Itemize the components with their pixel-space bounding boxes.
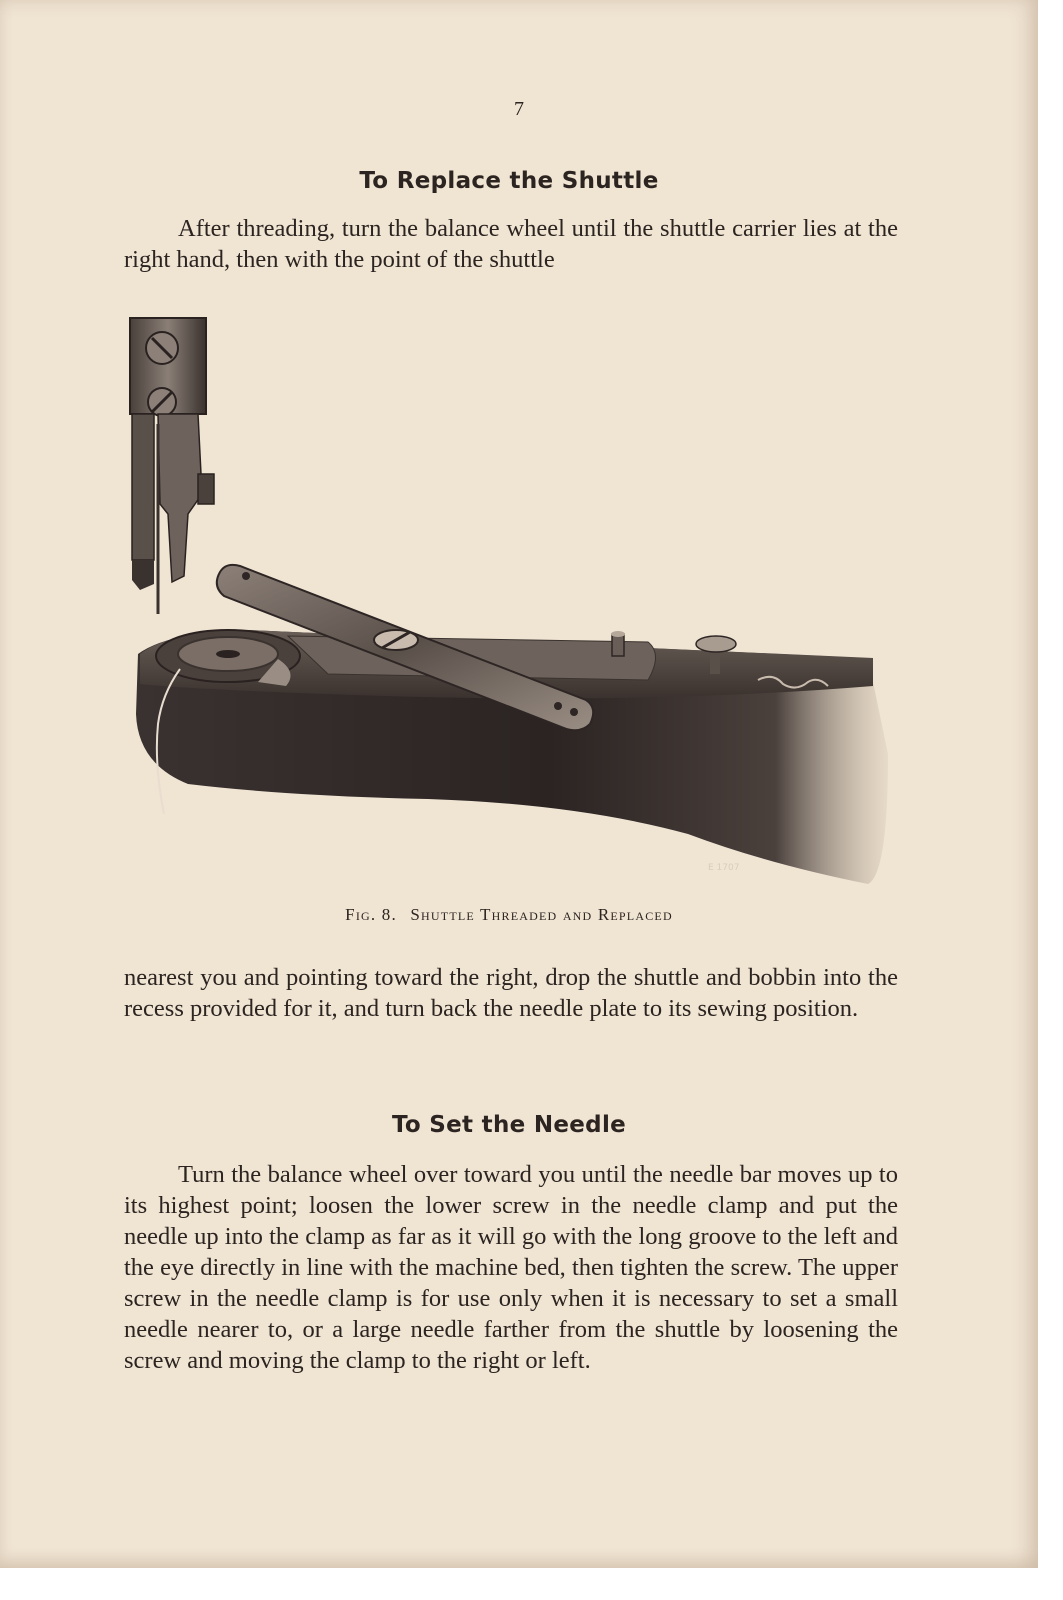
page-number: 7 (514, 98, 524, 120)
section-heading-replace-shuttle: To Replace the Shuttle (359, 168, 659, 194)
figure-caption-text: Shuttle Threaded and Replaced (410, 905, 673, 924)
figure-shuttle-illustration (128, 314, 892, 890)
paragraph-set-needle: Turn the balance wheel over toward you until the needle bar moves up to its highest point; loosen the lower screw in the needle clamp and put the needle up into the clamp as far as it will go with the long groove to the left and the eye directly in line with the machine bed, then tighten the screw. The upper screw in the needle clamp is for use only when it is necessary to set a small needle nearer to, or a large needle farther from the shuttle by loosening the screw and moving the clamp to the right or left. (124, 1161, 898, 1374)
plate-mark: E 1707 (708, 863, 740, 873)
figure-caption (0, 905, 1018, 925)
needle-bar-assembly (130, 318, 214, 614)
paragraph-replace-shuttle: After threading, turn the balance wheel until the shuttle carrier lies at the right hand, then with the point of the shuttle (124, 215, 898, 273)
section-heading-set-needle: To Set the Needle (391, 1112, 627, 1138)
paragraph-continuation: nearest you and pointing toward the right, drop the shuttle and bobbin into the recess provided for it, and turn back the needle plate to its sewing position. (124, 964, 898, 1022)
figure-label: Fig. 8. (345, 905, 397, 924)
